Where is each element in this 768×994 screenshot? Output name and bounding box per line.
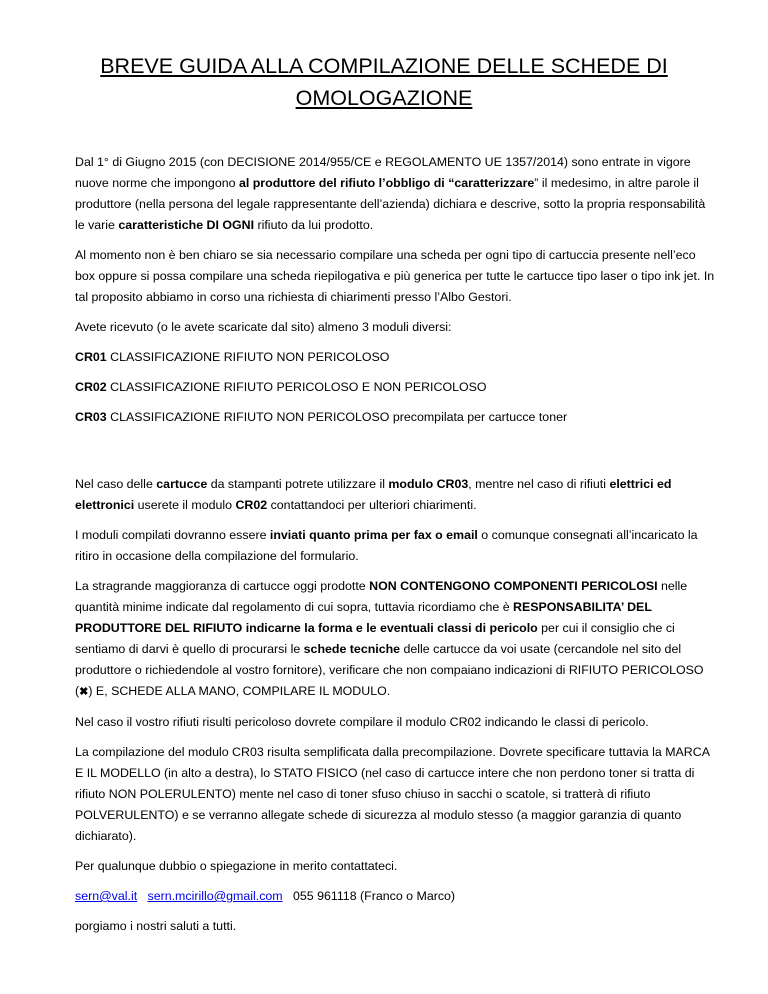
- paragraph-responsibility: [75, 576, 715, 703]
- bold-text: cartucce: [156, 477, 208, 491]
- text: delle cartucce da voi usate (cercandole nel sito del produttore o richiedendole al vostro fornitore), verificare che non compaiano indicazioni di RIFIUTO PERICOLOSO (: [75, 642, 704, 698]
- text: I moduli compilati dovranno essere: [75, 528, 270, 542]
- text: contattandoci per ulteriori chiarimenti.: [267, 498, 477, 512]
- text: Dal 1° di Giugno 2015 (con DECISIONE 2014/955/CE e REGOLAMENTO UE 1357/2014) sono entrate in vigore nuove norme che impongono: [75, 155, 691, 190]
- text: da stampanti potrete utilizzare il: [207, 477, 389, 491]
- text: o comunque consegnati all’incaricato la ritiro in occasione della compilazione del formulario.: [75, 528, 698, 563]
- module-item-cr02: [75, 377, 715, 398]
- module-item-cr01: [75, 347, 715, 368]
- module-desc: CLASSIFICAZIONE RIFIUTO PERICOLOSO E NON PERICOLOSO: [106, 380, 487, 394]
- text: per cui il consiglio che ci sentiamo di darvi è quello di procurarsi le: [75, 621, 675, 656]
- closing-text: porgiamo i nostri saluti a tutti.: [75, 919, 237, 933]
- text: La stragrande maggioranza di cartucce oggi prodotte: [75, 579, 370, 593]
- bold-text: elettrici ed elettronici: [75, 477, 672, 512]
- bold-text: NON CONTENGONO COMPONENTI PERICOLOSI: [369, 579, 658, 593]
- bold-text: al produttore del rifiuto l’obbligo di “caratterizzare: [238, 176, 535, 190]
- paragraph-modules-intro: Avete ricevuto (o le avete scaricate dal sito) almeno 3 moduli diversi:: [75, 320, 452, 334]
- module-code: CR01: [75, 350, 107, 364]
- paragraph-hazardous: Nel caso il vostro rifiuti risulti pericoloso dovrete compilare il modulo CR02 indicando le classi di pericolo.: [75, 715, 649, 729]
- bold-text: CR02: [235, 498, 268, 512]
- bold-text: schede tecniche: [303, 642, 401, 656]
- text: Nel caso delle: [75, 477, 157, 491]
- module-code: CR02: [75, 380, 107, 394]
- paragraph-clarification: Al momento non è ben chiaro se sia necessario compilare una scheda per ogni tipo di cartuccia presente nell’eco box oppure si possa compilare una scheda riepilogativa e più generica per tutte le cartucce tipo laser o tipo ink jet. In tal proposito abbiamo in corso una richiesta di chiarimenti presso l’Albo Gestori.: [75, 248, 715, 304]
- text: , mentre nel caso di rifiuti: [468, 477, 610, 491]
- text: ” il medesimo, in altre parole il produttore (nella persona del legale rappresentante dell’azienda) dichiara e descrive, sotto la propria responsabilità le varie: [75, 176, 706, 232]
- bold-text: caratteristiche DI OGNI: [118, 218, 255, 232]
- spacer: [75, 437, 715, 474]
- paragraph-send-modules: [75, 525, 715, 567]
- paragraph-cr03-details: La compilazione del modulo CR03 risulta semplificata dalla precompilazione. Dovrete specificare tuttavia la MARCA E IL MODELLO (in alto a destra), lo STATO FISICO (nel caso di cartucce intere che non perdono toner si tratta di rifiuto NON POLERULENTO) mente nel caso di toner sfuso chiuso in sacchi o scatole, si tratterà di rifiuto POLVERULENTO) e se verranno allegate schede di sicurezza al modulo stesso (a maggior garanzia di quanto dichiarato).: [75, 745, 710, 843]
- paragraph-cartridges: [75, 474, 715, 516]
- phone-number: 055 961118 (Franco o Marco): [292, 889, 456, 903]
- text: userete il modulo: [134, 498, 236, 512]
- paragraph-intro: [75, 152, 715, 236]
- module-desc: CLASSIFICAZIONE RIFIUTO NON PERICOLOSO: [106, 350, 390, 364]
- module-item-cr03: [75, 407, 715, 428]
- text: ) E, SCHEDE ALLA MANO, COMPILARE IL MODULO.: [88, 684, 391, 698]
- bold-text: inviati quanto prima per fax o email: [269, 528, 478, 542]
- email-link-mcirillo[interactable]: sern.mcirillo@gmail.com: [147, 889, 283, 903]
- module-desc: CLASSIFICAZIONE RIFIUTO NON PERICOLOSO precompilata per cartucce toner: [106, 410, 568, 424]
- hazard-x-icon: ✖: [79, 686, 89, 698]
- bold-text: RESPONSABILITA’ DEL PRODUTTORE DEL RIFIUTO indicarne la forma e le eventuali classi di pericolo: [75, 600, 652, 635]
- text: nelle quantità minime indicate dal regolamento di cui sopra, tuttavia ricordiamo che è: [75, 579, 688, 614]
- module-code: CR03: [75, 410, 107, 424]
- page-title: [0, 50, 768, 114]
- title-line-1: BREVE GUIDA ALLA COMPILAZIONE DELLE SCHEDE DI: [100, 54, 668, 78]
- title-line-2: OMOLOGAZIONE: [295, 86, 473, 110]
- contact-line: [75, 886, 715, 907]
- email-link-sern[interactable]: sern@val.it: [75, 889, 138, 903]
- paragraph-contact-us: Per qualunque dubbio o spiegazione in merito contattateci.: [75, 859, 398, 873]
- bold-text: modulo CR03: [388, 477, 469, 491]
- document-body: [75, 152, 715, 946]
- text: rifiuto da lui prodotto.: [254, 218, 374, 232]
